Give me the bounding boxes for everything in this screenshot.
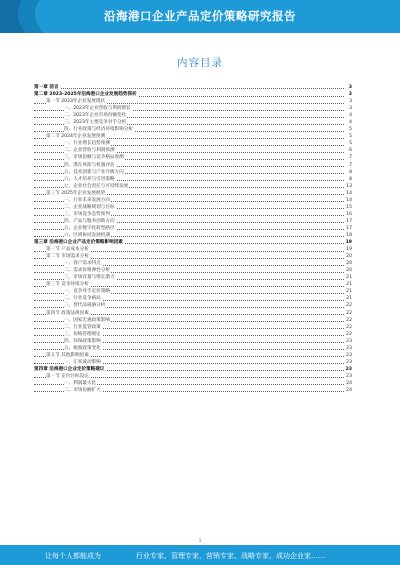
toc-entry-title: 四、潜在风险与机遇评估	[64, 162, 115, 168]
toc-entry-title: 一、2023年企业营收与利润增长	[64, 106, 131, 112]
toc-entry-page: 3	[349, 99, 352, 105]
toc-entry-title: 六、区域协同发展机遇	[64, 232, 110, 238]
toc-entry[interactable]	[34, 338, 352, 345]
toc-entry[interactable]	[34, 112, 352, 119]
toc-entry-page: 21	[346, 289, 352, 295]
toc-entry[interactable]	[34, 183, 352, 190]
toc-entry[interactable]	[34, 197, 352, 204]
toc-entry[interactable]	[34, 119, 352, 126]
toc-entry-title: 一、竞争对手定价策略	[64, 289, 110, 295]
toc-entry[interactable]	[34, 232, 352, 239]
toc-entry[interactable]	[34, 317, 352, 324]
toc-entry-title: 三、2023年主要竞争对手分析	[64, 120, 127, 126]
toc-entry[interactable]	[34, 380, 352, 387]
toc-entry-page: 14	[346, 190, 352, 196]
toc-entry[interactable]	[34, 387, 352, 394]
toc-entry-page: 6	[349, 148, 352, 154]
toc-entry-page: 20	[346, 261, 352, 267]
toc-entry-page: 23	[346, 345, 352, 351]
toc-entry[interactable]	[34, 204, 352, 211]
toc-entry-title: 五、企业数字化转型路径	[64, 225, 115, 231]
toc-entry-title: 三、替代品威胁分析	[64, 303, 106, 309]
toc-entry[interactable]	[34, 211, 352, 218]
toc-entry[interactable]	[34, 225, 352, 232]
toc-entry-page: 3	[348, 85, 352, 90]
toc-entry-page: 22	[346, 317, 352, 323]
toc-entry[interactable]	[34, 281, 352, 288]
toc-entry[interactable]	[34, 352, 352, 359]
toc-entry-page: 7	[349, 155, 352, 161]
toc-entry-title: 一、国家宏观政策影响	[64, 317, 110, 323]
toc-entry-title: 第一章 前言	[34, 85, 59, 90]
toc-entry-title: 一、利润最大化	[64, 380, 97, 386]
toc-entry-title: 第四章 沿海港口企业定价策略建议	[34, 366, 105, 372]
toc-entry[interactable]	[34, 331, 352, 338]
toc-entry-page: 23	[346, 338, 352, 344]
toc-entry-title: 一、客户需求特点	[64, 261, 101, 267]
toc-entry[interactable]	[34, 218, 352, 225]
toc-entry-page: 5	[349, 127, 352, 133]
toc-entry[interactable]	[34, 133, 352, 140]
toc-entry-title: 第一节 产品成本分析	[46, 247, 89, 253]
toc-entry-page: 18	[346, 232, 352, 238]
toc-entry[interactable]	[34, 345, 352, 352]
toc-entry-title: 三、市场容量与增长潜力	[64, 275, 115, 281]
toc-entry-title: 一、行业增长趋势预测	[64, 141, 110, 147]
toc-entry-title: 四、产品与服务创新方向	[64, 218, 115, 224]
toc-entry-page: 23	[346, 352, 352, 358]
toc-leader-dots	[34, 88, 344, 89]
toc-entry-page: 24	[346, 388, 352, 394]
toc-entry-title: 第二节 市场需求分析	[46, 254, 89, 260]
table-of-contents	[34, 84, 352, 394]
toc-entry-page: 5	[349, 134, 352, 140]
toc-entry[interactable]	[34, 154, 352, 161]
toc-entry[interactable]	[34, 295, 352, 302]
toc-entry-title: 第一节 定价目标设定	[46, 373, 89, 379]
toc-entry-page: 21	[346, 296, 352, 302]
toc-entry-page: 13	[346, 183, 352, 189]
toc-entry-page: 22	[346, 303, 352, 309]
toc-entry[interactable]	[34, 324, 352, 331]
toc-entry-page: 3	[349, 106, 352, 112]
footer-banner	[0, 545, 400, 565]
toc-entry[interactable]	[34, 169, 352, 176]
toc-entry-title: 第二章 2023-2025年沿海港口企业发展趋势探析	[34, 92, 137, 98]
toc-entry[interactable]	[34, 84, 352, 91]
toc-entry-title: 第一节 2023年企业发展现状	[46, 99, 106, 105]
toc-entry-page: 21	[346, 282, 352, 288]
toc-entry-page: 20	[346, 268, 352, 274]
toc-entry-page: 23	[346, 373, 352, 379]
toc-entry[interactable]	[34, 302, 352, 309]
toc-entry[interactable]	[34, 162, 352, 169]
toc-entry-title: 三、市场份额与竞争格局预测	[64, 155, 124, 161]
toc-entry-page: 23	[345, 366, 352, 372]
toc-entry-title: 二、企业营收与利润预测	[64, 148, 115, 154]
toc-entry-title: 第四节 政策法规因素	[46, 310, 89, 316]
page-number: 1	[198, 538, 202, 543]
toc-entry-page: 8	[349, 176, 352, 182]
toc-entry-page: 14	[346, 197, 352, 203]
toc-entry-title: 二、2023年企业市场份额变化	[64, 113, 127, 119]
toc-entry[interactable]	[34, 239, 352, 246]
toc-entry-title: 一、行业未来发展方向	[64, 197, 110, 203]
toc-entry[interactable]	[34, 359, 352, 366]
toc-entry-page: 7	[349, 162, 352, 168]
toc-entry-title: 第三章 沿海港口企业产品定价策略影响因素	[34, 240, 123, 246]
toc-entry[interactable]	[34, 176, 352, 183]
toc-entry-page: 4	[349, 113, 352, 119]
toc-entry-title: 四、行业政策与经济环境影响分析	[64, 127, 133, 133]
toc-entry-title: 七、企业社会责任与可持续发展	[64, 183, 129, 189]
toc-entry-page: 22	[346, 324, 352, 330]
toc-entry-page: 19	[345, 240, 352, 246]
toc-entry-title: 五、税收政策变化	[64, 345, 101, 351]
toc-entry-title: 五、技术创新与产业升级方向	[64, 169, 124, 175]
toc-entry-title: 第二节 2024年企业发展预测	[46, 134, 106, 140]
toc-entry-page: 17	[346, 225, 352, 231]
toc-entry[interactable]	[34, 147, 352, 154]
toc-entry-title: 二、行业竞争格局	[64, 296, 101, 302]
toc-entry-page: 22	[346, 331, 352, 337]
toc-heading: 内容目录	[177, 57, 223, 69]
toc-entry-title: 四、环保政策影响	[64, 338, 101, 344]
toc-entry-page: 21	[346, 275, 352, 281]
toc-entry[interactable]	[34, 373, 352, 380]
toc-entry-title: 第三节 2025年企业发展展望	[46, 190, 106, 196]
toc-entry[interactable]	[34, 105, 352, 112]
footer-slogan-left: 让每个人都能成为	[45, 552, 101, 560]
toc-entry-page: 20	[346, 254, 352, 260]
toc-entry-page: 4	[349, 120, 352, 126]
toc-entry-page: 5	[349, 141, 352, 147]
toc-entry-page: 24	[346, 380, 352, 386]
toc-entry[interactable]	[34, 253, 352, 260]
toc-entry[interactable]	[34, 260, 352, 267]
toc-entry-title: 二、需求价格弹性分析	[64, 268, 110, 274]
toc-entry-title: 二、企业战略规划与目标	[64, 204, 115, 210]
toc-entry[interactable]	[34, 267, 352, 274]
toc-entry-page: 19	[346, 247, 352, 253]
toc-entry[interactable]	[34, 366, 352, 373]
footer-slogan-right: 行业专家、管理专家、营销专家、战略专家、成功企业家……	[136, 552, 325, 560]
toc-entry-title: 二、行业监管政策	[64, 324, 101, 330]
toc-entry-title: 三、市场竞争态势预判	[64, 211, 110, 217]
toc-entry-title: 三、价格管理规定	[64, 331, 101, 337]
toc-entry-title: 二、市场份额扩大	[64, 388, 101, 394]
toc-entry[interactable]	[34, 190, 352, 197]
toc-entry-page: 23	[346, 359, 352, 365]
toc-entry[interactable]	[34, 246, 352, 253]
toc-entry[interactable]	[34, 126, 352, 133]
toc-entry-page: 17	[346, 218, 352, 224]
report-title: 沿海港口企业产品定价策略研究报告	[104, 9, 296, 23]
toc-entry[interactable]	[34, 310, 352, 317]
toc-entry-title: 第三节 竞争环境分析	[46, 282, 89, 288]
toc-entry[interactable]	[34, 140, 352, 147]
toc-entry-title: 六、人才培养与引进策略	[64, 176, 115, 182]
header-banner	[0, 0, 400, 33]
toc-entry-page: 15	[346, 204, 352, 210]
toc-entry-title: 第五节 其他影响因素	[46, 352, 89, 358]
toc-entry[interactable]	[34, 274, 352, 281]
toc-entry[interactable]	[34, 98, 352, 105]
toc-entry-page: 22	[346, 310, 352, 316]
toc-entry-page: 8	[349, 169, 352, 175]
toc-entry-title: 一、汇率波动影响	[64, 359, 101, 365]
toc-entry-page: 16	[346, 211, 352, 217]
toc-entry-page: 3	[348, 92, 352, 98]
toc-entry[interactable]	[34, 91, 352, 98]
toc-entry[interactable]	[34, 288, 352, 295]
